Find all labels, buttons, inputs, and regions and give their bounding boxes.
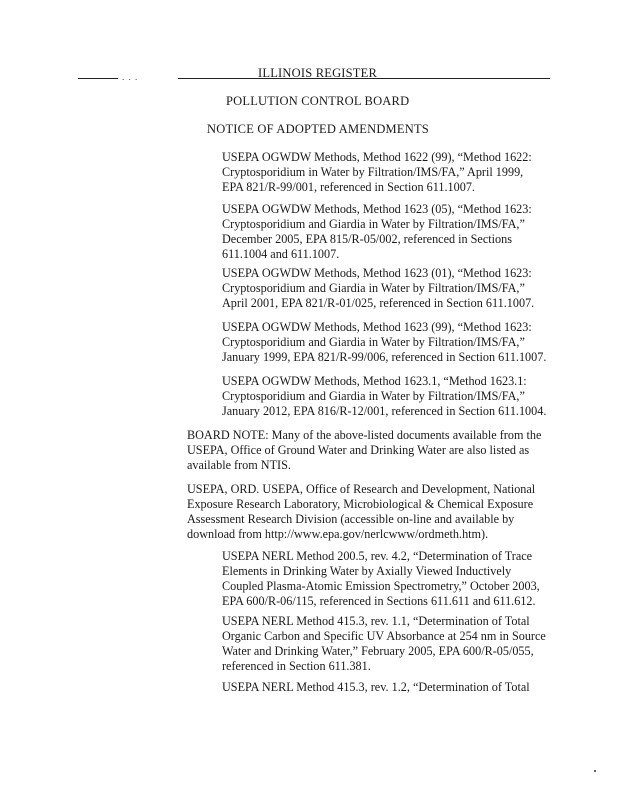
reference-paragraph [222, 614, 546, 674]
paragraph-line: USEPA NERL Method 415.3, rev. 1.1, “Determination of Total [222, 614, 530, 628]
paragraph-line: USEPA, ORD. USEPA, Office of Research and Development, National [187, 482, 536, 496]
reference-paragraph [222, 266, 534, 311]
paragraph-line: download from http://www.epa.gov/nerlcwww/ordmeth.htm). [187, 527, 489, 541]
paragraph-line: BOARD NOTE: Many of the above-listed documents available from the [187, 428, 542, 442]
usepa-ord-paragraph [187, 482, 535, 542]
paragraph-line: Cryptosporidium and Giardia in Water by Filtration/IMS/FA,” [222, 217, 525, 231]
reference-paragraph [222, 374, 546, 419]
paragraph-line: EPA 821/R-99/001, referenced in Section 611.1007. [222, 180, 475, 194]
paragraph-line: January 1999, EPA 821/R-99/006, referenced in Section 611.1007. [222, 350, 547, 364]
paragraph-line: Elements in Drinking Water by Axially Viewed Inductively [222, 564, 512, 578]
board-title: POLLUTION CONTROL BOARD [226, 94, 410, 108]
register-title: ILLINOIS REGISTER [258, 66, 378, 80]
paragraph-line: Coupled Plasma-Atomic Emission Spectrometry,” October 2003, [222, 579, 540, 593]
paragraph-line: USEPA OGWDW Methods, Method 1623 (05), “Method 1623: [222, 202, 532, 216]
reference-paragraph [222, 320, 546, 365]
paragraph-line: Water and Drinking Water,” February 2005, EPA 600/R-05/055, [222, 644, 534, 658]
reference-paragraph [222, 202, 532, 262]
paragraph-line: April 2001, EPA 821/R-01/025, referenced in Section 611.1007. [222, 296, 535, 310]
paragraph-line: Cryptosporidium and Giardia in Water by Filtration/IMS/FA,” [222, 335, 525, 349]
paragraph-line: Cryptosporidium in Water by Filtration/IMS/FA,” April 1999, [222, 165, 524, 179]
paragraph-line: Assessment Research Division (accessible on-line and available by [187, 512, 515, 526]
notice-title: NOTICE OF ADOPTED AMENDMENTS [207, 122, 429, 136]
paragraph-line: USEPA OGWDW Methods, Method 1623 (01), “Method 1623: [222, 266, 532, 280]
header-rule-left [78, 78, 118, 79]
paragraph-line: Cryptosporidium and Giardia in Water by Filtration/IMS/FA,” [222, 389, 525, 403]
paragraph-line: referenced in Section 611.381. [222, 659, 371, 673]
paragraph-line: December 2005, EPA 815/R-05/002, referenced in Sections [222, 232, 512, 246]
paragraph-line: USEPA OGWDW Methods, Method 1622 (99), “Method 1622: [222, 150, 532, 164]
header-mark: . . . [122, 72, 139, 82]
paragraph-line: USEPA OGWDW Methods, Method 1623 (99), “Method 1623: [222, 320, 532, 334]
scan-speck [594, 770, 596, 772]
paragraph-line: January 2012, EPA 816/R-12/001, referenced in Section 611.1004. [222, 404, 547, 418]
paragraph-line: 611.1004 and 611.1007. [222, 247, 340, 261]
reference-paragraph [222, 680, 530, 695]
reference-paragraph [222, 150, 532, 195]
paragraph-line: Organic Carbon and Specific UV Absorbance at 254 nm in Source [222, 629, 546, 643]
paragraph-line: Exposure Research Laboratory, Microbiological & Chemical Exposure [187, 497, 534, 511]
board-note [187, 428, 541, 473]
paragraph-line: USEPA OGWDW Methods, Method 1623.1, “Method 1623.1: [222, 374, 527, 388]
paragraph-line: available from NTIS. [187, 458, 291, 472]
paragraph-line: EPA 600/R-06/115, referenced in Sections 611.611 and 611.612. [222, 594, 536, 608]
reference-paragraph [222, 549, 540, 609]
paragraph-line: USEPA NERL Method 415.3, rev. 1.2, “Determination of Total [222, 680, 530, 694]
paragraph-line: USEPA NERL Method 200.5, rev. 4.2, “Determination of Trace [222, 549, 533, 563]
paragraph-line: USEPA, Office of Ground Water and Drinking Water are also listed as [187, 443, 530, 457]
paragraph-line: Cryptosporidium and Giardia in Water by Filtration/IMS/FA,” [222, 281, 525, 295]
